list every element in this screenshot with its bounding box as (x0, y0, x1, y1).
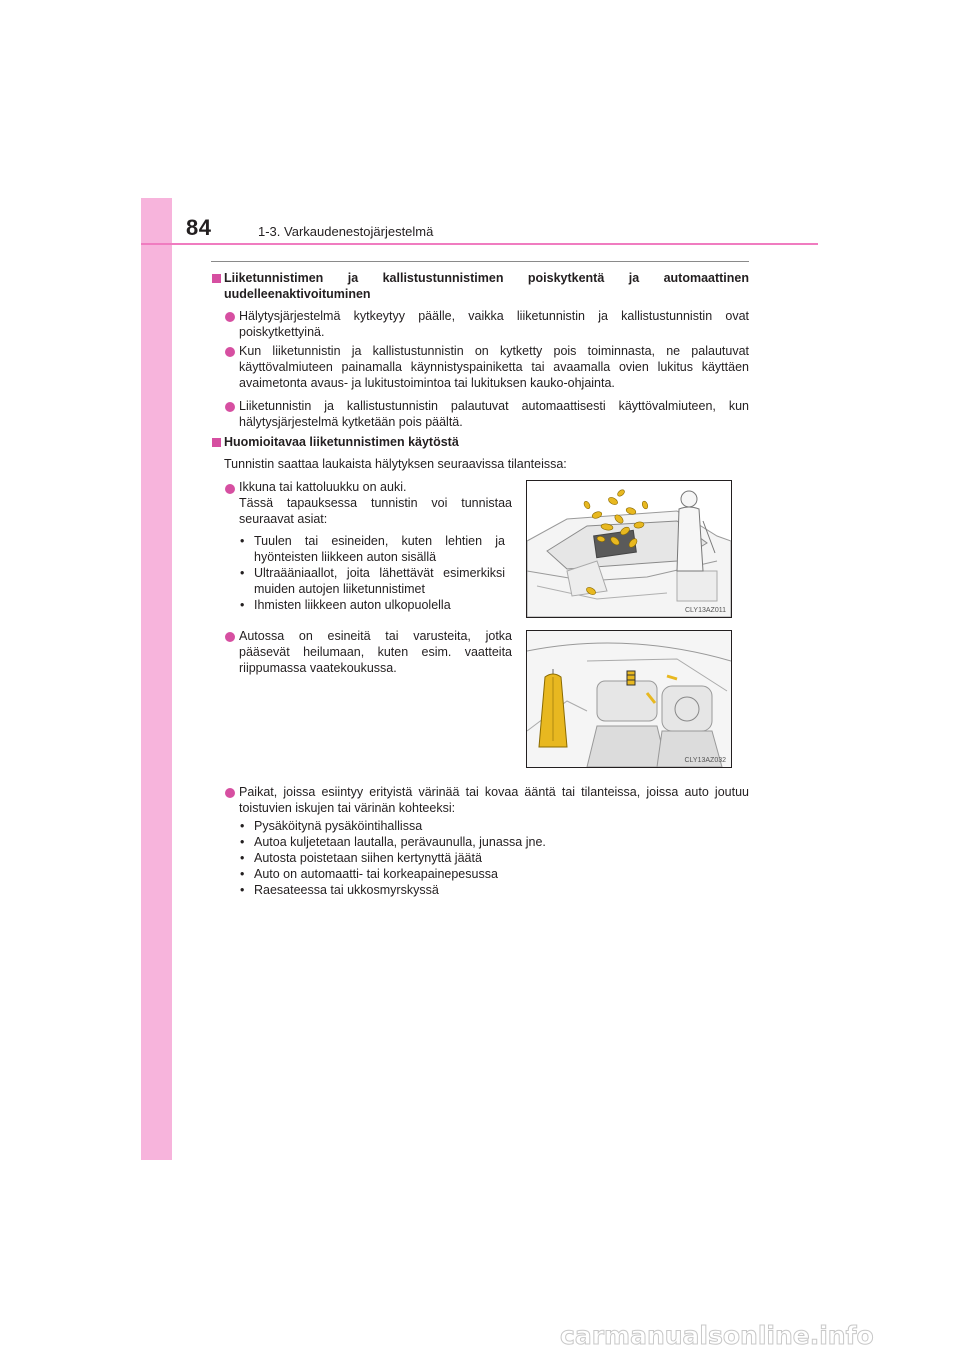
section1-title-line1: Liiketunnistimen ja kallistustunnistimen poiskytkentä ja automaattinen (224, 271, 749, 285)
bullet-point-icon: • (240, 835, 245, 849)
text-line: käyttövalmiuteen painamalla käynnistyspainiketta tai avaamalla ovien lukitus käyttäen (239, 360, 749, 374)
text-line: Liiketunnistin ja kallistustunnistin palautuvat automaattisesti käyttövalmiuteen, kun (239, 399, 749, 413)
text-line: Autoa kuljetetaan lautalla, perävaunulla, junassa jne. (254, 835, 546, 849)
text-line: Ultraääniaallot, joita lähettävät esimerkiksi (254, 566, 505, 580)
section2-bullet-2 (239, 628, 512, 676)
bullet-dot-icon (225, 484, 235, 494)
bullet-point-icon: • (240, 534, 245, 548)
section1-bullet-3 (239, 398, 749, 430)
section-square-icon (212, 274, 221, 283)
bullet-point-icon: • (240, 883, 245, 897)
bullet-point-icon: • (240, 566, 245, 580)
text-line: Ikkuna tai kattoluukku on auki. (239, 480, 407, 494)
sub-list-item (239, 565, 505, 597)
content-divider (211, 261, 749, 262)
text-line: Tuulen tai esineiden, kuten lehtien ja (254, 534, 505, 548)
text-line: riippumassa vaatekoukussa. (239, 661, 397, 675)
sub-list-item (239, 834, 749, 850)
bullet-dot-icon (225, 312, 235, 322)
text-line: Raesateessa tai ukkosmyrskyssä (254, 883, 439, 897)
svg-text:carmanualsonline.info: carmanualsonline.info (560, 1321, 874, 1350)
bullet-point-icon: • (240, 851, 245, 865)
bullet-dot-icon (225, 788, 235, 798)
car-interior-illustration (527, 631, 731, 767)
section1-title-line2: uudelleenaktivoituminen (224, 287, 371, 301)
section2-bullet-1 (239, 479, 512, 527)
section2-title: Huomioitavaa liiketunnistimen käytöstä (224, 435, 459, 449)
text-line: avaimetonta avaus- ja lukitustoimintoa tai lukituksen kauko-ohjainta. (239, 376, 615, 390)
section2-intro: Tunnistin saattaa laukaista hälytyksen seuraavissa tilanteissa: (224, 457, 567, 471)
page-number: 84 (186, 215, 212, 240)
text-line: Kun liiketunnistin ja kallistustunnistin on kytketty pois toiminnasta, ne palautuvat (239, 344, 749, 358)
bullet-point-icon: • (240, 819, 245, 833)
sub-list-item (239, 866, 749, 882)
sub-list-item (239, 818, 749, 834)
section2-bullet-1-subitems (239, 533, 505, 613)
sub-list-item (239, 882, 749, 898)
text-line: Ihmisten liikkeen auton ulkopuolella (254, 598, 451, 612)
text-line: Hälytysjärjestelmä kytkeytyy päälle, vaikka liiketunnistin ja kallistustunnistin ovat (239, 309, 749, 323)
text-line: hyönteisten liikkeen auton sisällä (254, 550, 437, 564)
section2-bullet-3 (239, 784, 749, 816)
watermark-logo (560, 1318, 955, 1352)
text-line: Paikat, joissa esiintyy erityistä värinää tai kovaa ääntä tai tilanteissa, joissa auto joutuu (239, 785, 749, 799)
bullet-dot-icon (225, 632, 235, 642)
text-line: Autosta poistetaan siihen kertynyttä jäätä (254, 851, 482, 865)
text-line: seuraavat asiat: (239, 512, 328, 526)
text-line: Autossa on esineitä tai varusteita, jotka (239, 629, 512, 643)
section1-bullet-1 (239, 308, 749, 340)
text-line: pääsevät heilumaan, kuten esim. vaatteita (239, 645, 512, 659)
text-line: Tässä tapauksessa tunnistin voi tunnistaa (239, 496, 512, 510)
sub-list-item (239, 597, 505, 613)
text-line: toistuvien iskujen tai värinän kohteeksi: (239, 801, 456, 815)
header-divider (141, 243, 818, 245)
text-line: muiden autojen liiketunnistimet (254, 582, 425, 596)
figure-hanging-clothes (526, 630, 732, 768)
text-line: hälytysjärjestelmä kytketään pois päältä. (239, 415, 463, 429)
text-line: Auto on automaatti- tai korkeapainepesussa (254, 867, 498, 881)
text-line: poiskytkettyinä. (239, 325, 325, 339)
figure-sunroof-leaves (526, 480, 732, 618)
section1-bullet-2 (239, 343, 749, 391)
bullet-point-icon: • (240, 598, 245, 612)
bullet-dot-icon (225, 402, 235, 412)
bullet-point-icon: • (240, 867, 245, 881)
text-line: Pysäköitynä pysäköintihallissa (254, 819, 423, 833)
car-sunroof-illustration (527, 481, 731, 617)
figure-code: CLY13AZ032 (684, 757, 726, 764)
chapter-side-tab (141, 198, 172, 1160)
sub-list-item (239, 533, 505, 565)
chapter-title: 1-3. Varkaudenestojärjestelmä (258, 224, 434, 239)
section-square-icon (212, 438, 221, 447)
sub-list-item (239, 850, 749, 866)
section2-bullet-3-subitems (239, 818, 749, 898)
bullet-dot-icon (225, 347, 235, 357)
figure-code: CLY13AZ011 (685, 607, 726, 614)
